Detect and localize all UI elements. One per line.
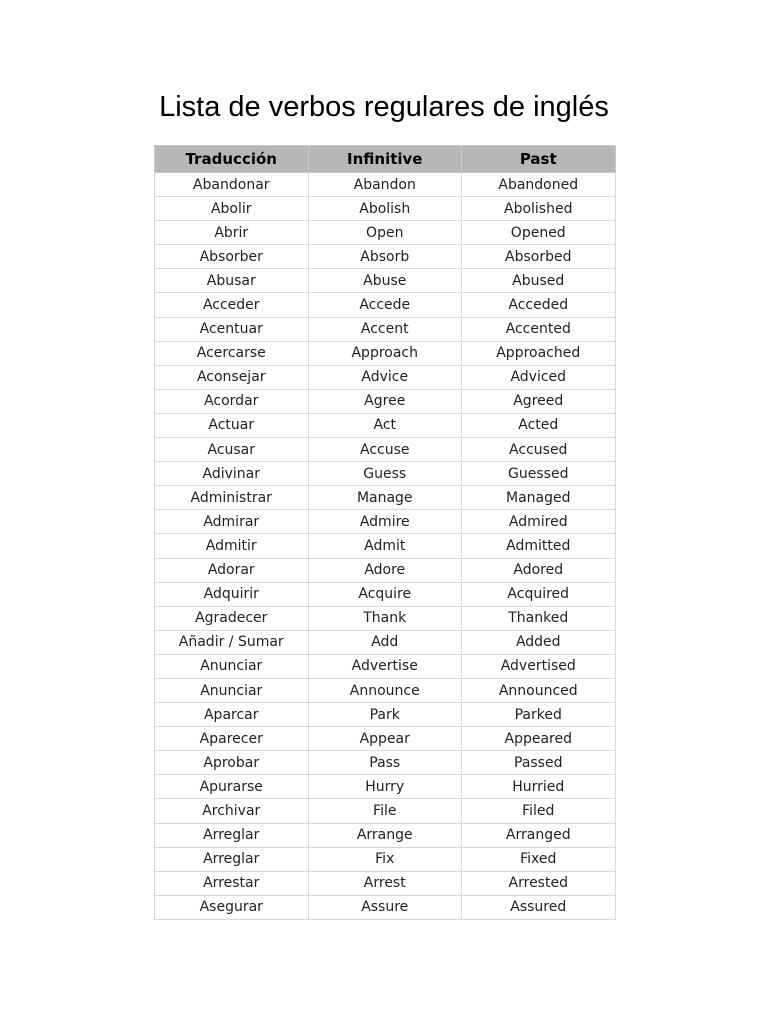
table-row <box>155 727 616 751</box>
cell-translation: Abusar <box>155 269 309 293</box>
cell-translation: Abandonar <box>155 173 309 197</box>
cell-translation: Acentuar <box>155 317 309 341</box>
cell-past: Abused <box>462 269 616 293</box>
cell-translation: Admirar <box>155 510 309 534</box>
cell-infinitive: Act <box>308 413 462 437</box>
table-row <box>155 823 616 847</box>
cell-translation: Aconsejar <box>155 365 309 389</box>
cell-translation: Arrestar <box>155 871 309 895</box>
cell-infinitive: Agree <box>308 389 462 413</box>
cell-infinitive: Fix <box>308 847 462 871</box>
cell-past: Accented <box>462 317 616 341</box>
cell-past: Accused <box>462 438 616 462</box>
cell-infinitive: Accede <box>308 293 462 317</box>
cell-infinitive: Arrange <box>308 823 462 847</box>
cell-translation: Aprobar <box>155 751 309 775</box>
cell-past: Advertised <box>462 654 616 678</box>
table-row <box>155 703 616 727</box>
cell-infinitive: Acquire <box>308 582 462 606</box>
cell-translation: Agradecer <box>155 606 309 630</box>
table-row <box>155 317 616 341</box>
cell-past: Abandoned <box>462 173 616 197</box>
cell-infinitive: Appear <box>308 727 462 751</box>
cell-past: Acceded <box>462 293 616 317</box>
cell-past: Arranged <box>462 823 616 847</box>
table-row <box>155 462 616 486</box>
table-row <box>155 293 616 317</box>
cell-infinitive: Approach <box>308 341 462 365</box>
page-title: Lista de verbos regulares de inglés <box>159 91 609 123</box>
cell-translation: Acordar <box>155 389 309 413</box>
cell-past: Guessed <box>462 462 616 486</box>
cell-past: Agreed <box>462 389 616 413</box>
table-row <box>155 751 616 775</box>
cell-infinitive: Arrest <box>308 871 462 895</box>
cell-past: Adored <box>462 558 616 582</box>
cell-infinitive: Open <box>308 221 462 245</box>
cell-infinitive: Announce <box>308 678 462 702</box>
table-header <box>155 146 616 173</box>
cell-translation: Anunciar <box>155 654 309 678</box>
cell-translation: Adorar <box>155 558 309 582</box>
cell-translation: Anunciar <box>155 678 309 702</box>
cell-infinitive: Abandon <box>308 173 462 197</box>
table-row <box>155 197 616 221</box>
table-row <box>155 534 616 558</box>
table-row <box>155 389 616 413</box>
cell-translation: Acercarse <box>155 341 309 365</box>
table-row <box>155 582 616 606</box>
cell-past: Hurried <box>462 775 616 799</box>
cell-infinitive: Accent <box>308 317 462 341</box>
table-row <box>155 654 616 678</box>
cell-translation: Acceder <box>155 293 309 317</box>
table-row <box>155 221 616 245</box>
cell-translation: Admitir <box>155 534 309 558</box>
table-row <box>155 895 616 919</box>
cell-translation: Acusar <box>155 438 309 462</box>
table-row <box>155 438 616 462</box>
cell-past: Appeared <box>462 727 616 751</box>
table-row <box>155 413 616 437</box>
cell-infinitive: Advertise <box>308 654 462 678</box>
cell-infinitive: Park <box>308 703 462 727</box>
table-row <box>155 630 616 654</box>
table-row <box>155 245 616 269</box>
header-infinitive: Infinitive <box>308 146 462 173</box>
cell-past: Admitted <box>462 534 616 558</box>
cell-translation: Abolir <box>155 197 309 221</box>
cell-past: Arrested <box>462 871 616 895</box>
cell-past: Added <box>462 630 616 654</box>
cell-infinitive: Admire <box>308 510 462 534</box>
cell-translation: Archivar <box>155 799 309 823</box>
cell-infinitive: Add <box>308 630 462 654</box>
table-row <box>155 558 616 582</box>
verbs-table <box>154 145 616 920</box>
cell-past: Thanked <box>462 606 616 630</box>
cell-past: Managed <box>462 486 616 510</box>
cell-translation: Absorber <box>155 245 309 269</box>
table-row <box>155 871 616 895</box>
table-row <box>155 486 616 510</box>
cell-infinitive: File <box>308 799 462 823</box>
cell-past: Adviced <box>462 365 616 389</box>
cell-translation: Actuar <box>155 413 309 437</box>
cell-past: Parked <box>462 703 616 727</box>
table-row <box>155 173 616 197</box>
cell-translation: Abrir <box>155 221 309 245</box>
cell-past: Admired <box>462 510 616 534</box>
cell-infinitive: Manage <box>308 486 462 510</box>
cell-translation: Añadir / Sumar <box>155 630 309 654</box>
cell-infinitive: Pass <box>308 751 462 775</box>
table-body <box>155 173 616 920</box>
cell-past: Assured <box>462 895 616 919</box>
cell-translation: Arreglar <box>155 847 309 871</box>
cell-infinitive: Adore <box>308 558 462 582</box>
cell-translation: Arreglar <box>155 823 309 847</box>
cell-translation: Administrar <box>155 486 309 510</box>
cell-translation: Aparcar <box>155 703 309 727</box>
cell-infinitive: Abolish <box>308 197 462 221</box>
table-row <box>155 799 616 823</box>
cell-translation: Asegurar <box>155 895 309 919</box>
cell-infinitive: Assure <box>308 895 462 919</box>
cell-translation: Adivinar <box>155 462 309 486</box>
cell-infinitive: Guess <box>308 462 462 486</box>
cell-past: Opened <box>462 221 616 245</box>
cell-translation: Adquirir <box>155 582 309 606</box>
header-past: Past <box>462 146 616 173</box>
cell-past: Passed <box>462 751 616 775</box>
cell-infinitive: Abuse <box>308 269 462 293</box>
cell-past: Filed <box>462 799 616 823</box>
cell-past: Announced <box>462 678 616 702</box>
cell-translation: Apurarse <box>155 775 309 799</box>
table-row <box>155 269 616 293</box>
cell-past: Abolished <box>462 197 616 221</box>
cell-past: Acquired <box>462 582 616 606</box>
cell-past: Approached <box>462 341 616 365</box>
cell-infinitive: Accuse <box>308 438 462 462</box>
header-row <box>155 146 616 173</box>
table-row <box>155 606 616 630</box>
header-translation: Traducción <box>155 146 309 173</box>
cell-past: Acted <box>462 413 616 437</box>
cell-infinitive: Absorb <box>308 245 462 269</box>
cell-past: Absorbed <box>462 245 616 269</box>
table-row <box>155 365 616 389</box>
cell-infinitive: Hurry <box>308 775 462 799</box>
cell-infinitive: Thank <box>308 606 462 630</box>
cell-translation: Aparecer <box>155 727 309 751</box>
cell-infinitive: Admit <box>308 534 462 558</box>
cell-infinitive: Advice <box>308 365 462 389</box>
table-row <box>155 847 616 871</box>
cell-past: Fixed <box>462 847 616 871</box>
table-row <box>155 341 616 365</box>
table-row <box>155 510 616 534</box>
table-row <box>155 678 616 702</box>
table-row <box>155 775 616 799</box>
